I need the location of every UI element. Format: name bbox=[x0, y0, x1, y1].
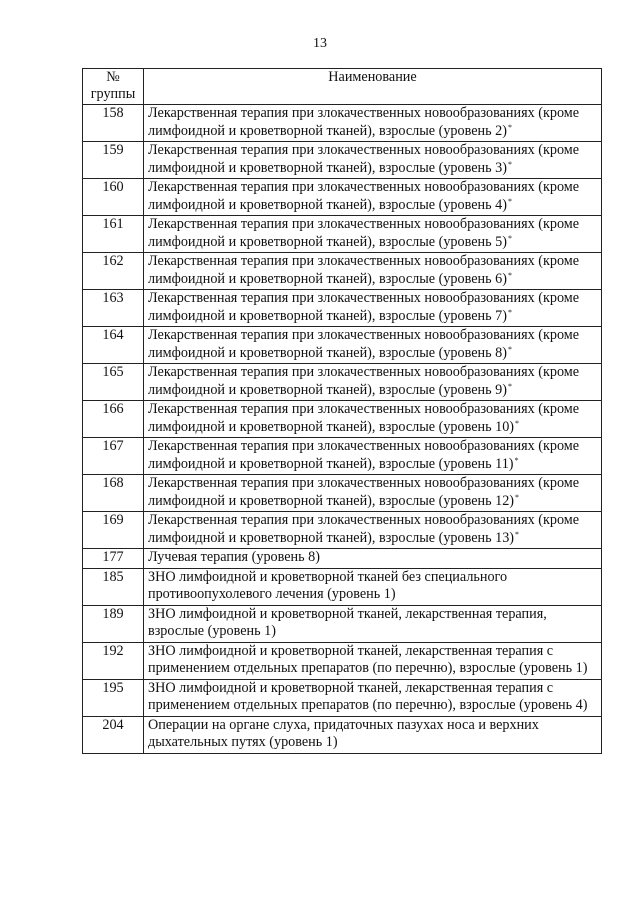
group-number: 162 bbox=[83, 253, 144, 290]
group-number: 195 bbox=[83, 679, 144, 716]
column-header-name: Наименование bbox=[144, 69, 602, 105]
groups-table bbox=[82, 68, 602, 754]
group-name-cell bbox=[144, 716, 602, 753]
group-name: Лекарственная терапия при злокачественных новообразованиях (кроме лимфоидной и кроветворной тканей), взрослые (уровень 2) bbox=[148, 105, 580, 139]
group-name: Лекарственная терапия при злокачественных новообразованиях (кроме лимфоидной и кроветворной тканей), взрослые (уровень 12) bbox=[148, 475, 580, 509]
group-name: Лекарственная терапия при злокачественных новообразованиях (кроме лимфоидной и кроветворной тканей), взрослые (уровень 5) bbox=[148, 216, 580, 250]
table-header-row bbox=[83, 69, 602, 105]
column-header-number: № группы bbox=[83, 69, 144, 105]
group-number: 163 bbox=[83, 290, 144, 327]
group-number: 185 bbox=[83, 568, 144, 605]
group-name-cell bbox=[144, 438, 602, 475]
group-name-cell bbox=[144, 605, 602, 642]
group-name: Лучевая терапия (уровень 8) bbox=[148, 549, 320, 565]
footnote-mark: * bbox=[514, 455, 519, 465]
group-name-cell bbox=[144, 364, 602, 401]
footnote-mark: * bbox=[515, 529, 520, 539]
group-name: Лекарственная терапия при злокачественных новообразованиях (кроме лимфоидной и кроветворной тканей), взрослые (уровень 11) bbox=[148, 438, 580, 472]
group-name: Лекарственная терапия при злокачественных новообразованиях (кроме лимфоидной и кроветворной тканей), взрослые (уровень 9) bbox=[148, 364, 580, 398]
group-number: 161 bbox=[83, 216, 144, 253]
group-number: 177 bbox=[83, 549, 144, 569]
group-name: Лекарственная терапия при злокачественных новообразованиях (кроме лимфоидной и кроветворной тканей), взрослые (уровень 13) bbox=[148, 512, 580, 546]
group-number: 164 bbox=[83, 327, 144, 364]
table-row bbox=[83, 605, 602, 642]
table-row bbox=[83, 327, 602, 364]
group-name: Лекарственная терапия при злокачественных новообразованиях (кроме лимфоидной и кроветворной тканей), взрослые (уровень 8) bbox=[148, 327, 580, 361]
group-number: 158 bbox=[83, 105, 144, 142]
group-name-cell bbox=[144, 549, 602, 569]
group-name-cell bbox=[144, 142, 602, 179]
group-name-cell bbox=[144, 179, 602, 216]
table-row bbox=[83, 142, 602, 179]
footnote-mark: * bbox=[507, 122, 512, 132]
footnote-mark: * bbox=[507, 307, 512, 317]
group-name: ЗНО лимфоидной и кроветворной тканей без специального противоопухолевого лечения (уровень 1) bbox=[148, 568, 508, 602]
group-name: Лекарственная терапия при злокачественных новообразованиях (кроме лимфоидной и кроветворной тканей), взрослые (уровень 4) bbox=[148, 179, 580, 213]
group-name-cell bbox=[144, 401, 602, 438]
group-name: ЗНО лимфоидной и кроветворной тканей, лекарственная терапия, взрослые (уровень 1) bbox=[148, 605, 547, 639]
table-row bbox=[83, 253, 602, 290]
group-name: Лекарственная терапия при злокачественных новообразованиях (кроме лимфоидной и кроветворной тканей), взрослые (уровень 10) bbox=[148, 401, 580, 435]
group-number: 167 bbox=[83, 438, 144, 475]
group-number: 168 bbox=[83, 475, 144, 512]
footnote-mark: * bbox=[507, 344, 512, 354]
footnote-mark: * bbox=[507, 270, 512, 280]
table-row bbox=[83, 401, 602, 438]
group-name-cell bbox=[144, 679, 602, 716]
table-row bbox=[83, 290, 602, 327]
footnote-mark: * bbox=[515, 492, 520, 502]
group-name: ЗНО лимфоидной и кроветворной тканей, лекарственная терапия с применением отдельных препаратов (по перечню), взрослые (уровень 4) bbox=[148, 679, 588, 713]
group-name-cell bbox=[144, 642, 602, 679]
group-name-cell bbox=[144, 475, 602, 512]
group-number: 165 bbox=[83, 364, 144, 401]
group-number: 192 bbox=[83, 642, 144, 679]
table-row bbox=[83, 105, 602, 142]
group-name: Операции на органе слуха, придаточных пазухах носа и верхних дыхательных путях (уровень 1) bbox=[148, 716, 539, 750]
group-name: ЗНО лимфоидной и кроветворной тканей, лекарственная терапия с применением отдельных препаратов (по перечню), взрослые (уровень 1) bbox=[148, 642, 588, 676]
table-row bbox=[83, 716, 602, 753]
footnote-mark: * bbox=[507, 233, 512, 243]
footnote-mark: * bbox=[507, 381, 512, 391]
group-number: 189 bbox=[83, 605, 144, 642]
table-row bbox=[83, 568, 602, 605]
table-row bbox=[83, 679, 602, 716]
table-row bbox=[83, 512, 602, 549]
group-number: 159 bbox=[83, 142, 144, 179]
group-name-cell bbox=[144, 290, 602, 327]
table-row bbox=[83, 179, 602, 216]
footnote-mark: * bbox=[507, 159, 512, 169]
group-name-cell bbox=[144, 253, 602, 290]
group-name: Лекарственная терапия при злокачественных новообразованиях (кроме лимфоидной и кроветворной тканей), взрослые (уровень 3) bbox=[148, 142, 580, 176]
group-number: 166 bbox=[83, 401, 144, 438]
page-number: 13 bbox=[313, 36, 327, 51]
group-name-cell bbox=[144, 327, 602, 364]
group-name-cell bbox=[144, 216, 602, 253]
table-row bbox=[83, 642, 602, 679]
group-name: Лекарственная терапия при злокачественных новообразованиях (кроме лимфоидной и кроветворной тканей), взрослые (уровень 7) bbox=[148, 290, 580, 324]
group-number: 160 bbox=[83, 179, 144, 216]
group-number: 169 bbox=[83, 512, 144, 549]
group-name-cell bbox=[144, 512, 602, 549]
group-number: 204 bbox=[83, 716, 144, 753]
table-body bbox=[83, 105, 602, 754]
footnote-mark: * bbox=[507, 196, 512, 206]
table-row bbox=[83, 475, 602, 512]
footnote-mark: * bbox=[515, 418, 520, 428]
table-row bbox=[83, 549, 602, 569]
table-row bbox=[83, 364, 602, 401]
group-name-cell bbox=[144, 105, 602, 142]
group-name: Лекарственная терапия при злокачественных новообразованиях (кроме лимфоидной и кроветворной тканей), взрослые (уровень 6) bbox=[148, 253, 580, 287]
table-row bbox=[83, 438, 602, 475]
table-row bbox=[83, 216, 602, 253]
group-name-cell bbox=[144, 568, 602, 605]
